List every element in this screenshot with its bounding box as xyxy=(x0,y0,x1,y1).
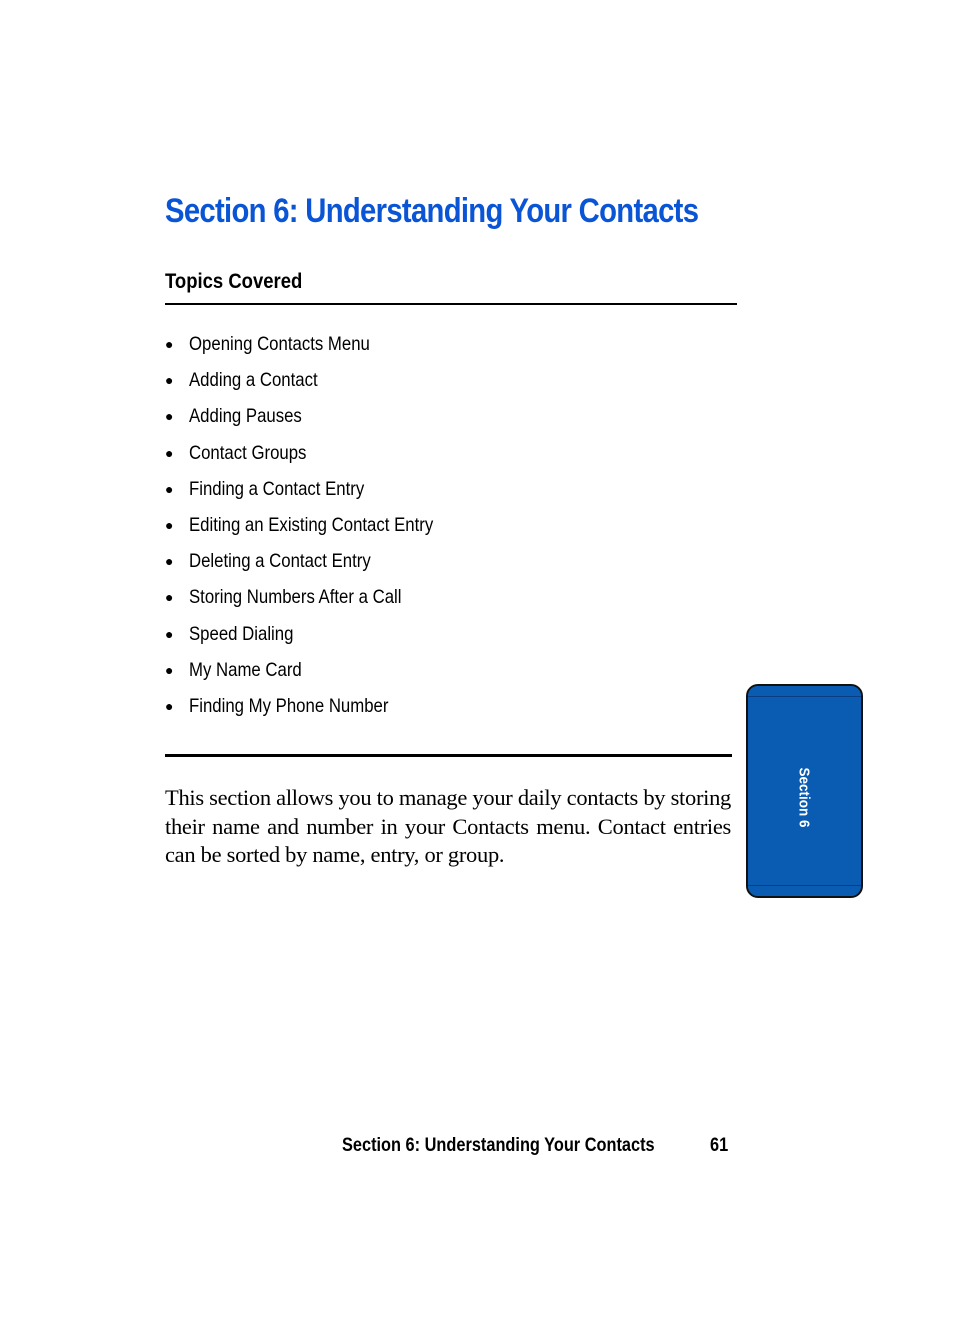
bullet-icon: ● xyxy=(165,589,174,606)
page-title: Section 6: Understanding Your Contacts xyxy=(165,192,699,230)
topics-divider xyxy=(165,303,737,305)
bullet-icon: ● xyxy=(165,516,174,533)
bullet-icon: ● xyxy=(165,336,174,352)
list-item xyxy=(165,548,473,584)
list-item xyxy=(165,403,473,439)
list-item xyxy=(165,657,473,693)
list-item xyxy=(165,621,473,657)
bullet-icon: ● xyxy=(165,372,174,389)
bullet-icon: ● xyxy=(165,408,174,425)
list-item xyxy=(165,584,473,620)
intro-paragraph: This section allows you to manage your daily contacts by storing their name and number in your Contacts menu. Contact entries can be sorted by name, entry, or group. xyxy=(165,785,731,868)
topic-label: Adding a Contact xyxy=(189,369,318,392)
topics-list xyxy=(165,331,473,729)
topic-label: Contact Groups xyxy=(189,441,307,464)
topic-label: Storing Numbers After a Call xyxy=(189,586,402,609)
bullet-icon: ● xyxy=(165,444,174,461)
list-item xyxy=(165,512,473,548)
list-item xyxy=(165,693,473,729)
topic-label: Deleting a Contact Entry xyxy=(189,550,371,573)
topics-heading: Topics Covered xyxy=(165,270,303,293)
topic-label: Speed Dialing xyxy=(189,622,294,645)
list-item xyxy=(165,440,473,476)
bullet-icon: ● xyxy=(165,480,174,497)
topic-label: Adding Pauses xyxy=(189,405,302,428)
footer-title: Section 6: Understanding Your Contacts xyxy=(342,1135,655,1156)
bullet-icon: ● xyxy=(165,697,174,714)
section-tab xyxy=(746,684,863,898)
bullet-icon: ● xyxy=(165,625,174,642)
page-number: 61 xyxy=(710,1135,729,1156)
section-tab-label: Section 6 xyxy=(795,767,813,828)
bullet-icon: ● xyxy=(165,553,174,570)
bullet-icon: ● xyxy=(165,661,174,678)
list-item xyxy=(165,367,473,403)
topic-label: My Name Card xyxy=(189,658,302,681)
topic-label: Finding a Contact Entry xyxy=(189,477,365,500)
topic-label: Editing an Existing Contact Entry xyxy=(189,513,434,536)
list-item xyxy=(165,331,473,367)
topic-label: Opening Contacts Menu xyxy=(189,333,370,355)
section-divider xyxy=(165,754,732,757)
list-item xyxy=(165,476,473,512)
topic-label: Finding My Phone Number xyxy=(189,694,389,717)
